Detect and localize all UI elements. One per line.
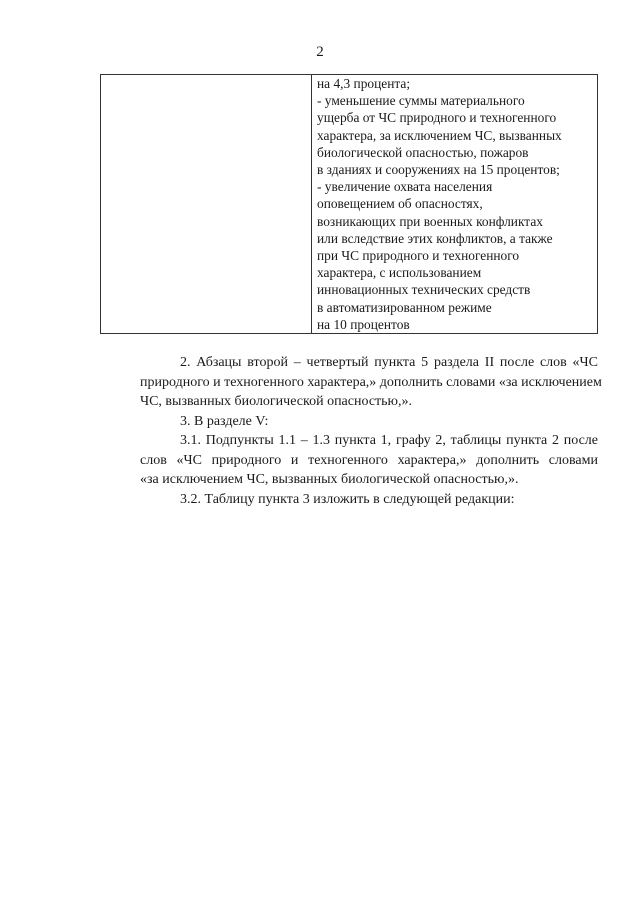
table-cell-line: характера, за исключением ЧС, вызванных bbox=[317, 127, 562, 143]
paragraph-line: 3. В разделе V: bbox=[180, 413, 269, 429]
paragraph-3-2 bbox=[100, 490, 598, 510]
table-cell-line: характера, с использованием bbox=[317, 265, 482, 281]
paragraph-line: 3.1. Подпункты 1.1 – 1.3 пункта 1, графу 2, таблицы пункта 2 после bbox=[180, 433, 598, 448]
table-cell-line: или вследствие этих конфликтов, а также bbox=[317, 230, 553, 246]
paragraph-line: «за исключением ЧС, вызванных биологической опасностью,». bbox=[140, 472, 519, 487]
paragraph-3-1 bbox=[100, 431, 598, 490]
indicators-table bbox=[100, 74, 598, 334]
paragraph-3 bbox=[100, 412, 598, 432]
paragraph-line: природного и техногенного характера,» дополнить словами «за исключением bbox=[140, 374, 602, 390]
table-cell-line: ущерба от ЧС природного и техногенного bbox=[317, 110, 557, 126]
paragraph-line: слов «ЧС природного и техногенного характера,» дополнить словами bbox=[140, 452, 598, 468]
table-right-cell bbox=[311, 75, 597, 333]
table-cell-line: при ЧС природного и техногенного bbox=[317, 248, 520, 264]
table-cell-line: в автоматизированном режиме bbox=[317, 299, 492, 315]
table-cell-line: инновационных технических средств bbox=[317, 282, 531, 298]
table-cell-line: в зданиях и сооружениях на 15 процентов; bbox=[317, 162, 560, 178]
table-cell-line: оповещением об опасностях, bbox=[317, 196, 483, 212]
document-body bbox=[100, 353, 602, 509]
table-cell-line: возникающих при военных конфликтах bbox=[317, 213, 543, 229]
paragraph-line: 3.2. Таблицу пункта 3 изложить в следующей редакции: bbox=[180, 491, 515, 507]
page-number: 2 bbox=[316, 44, 324, 60]
table-cell-line: - уменьшение суммы материального bbox=[317, 93, 525, 109]
paragraph-2 bbox=[100, 353, 602, 412]
table-cell-line: - увеличение охвата населения bbox=[317, 179, 493, 195]
table-cell-line: биологической опасностью, пожаров bbox=[317, 144, 529, 160]
table-cell-line: на 10 процентов bbox=[317, 316, 410, 332]
table-left-cell bbox=[101, 75, 312, 333]
paragraph-line: 2. Абзацы второй – четвертый пункта 5 раздела II после слов «ЧС bbox=[180, 355, 598, 370]
table-cell-line: на 4,3 процента; bbox=[317, 76, 411, 91]
paragraph-line: ЧС, вызванных биологической опасностью,». bbox=[140, 394, 413, 409]
